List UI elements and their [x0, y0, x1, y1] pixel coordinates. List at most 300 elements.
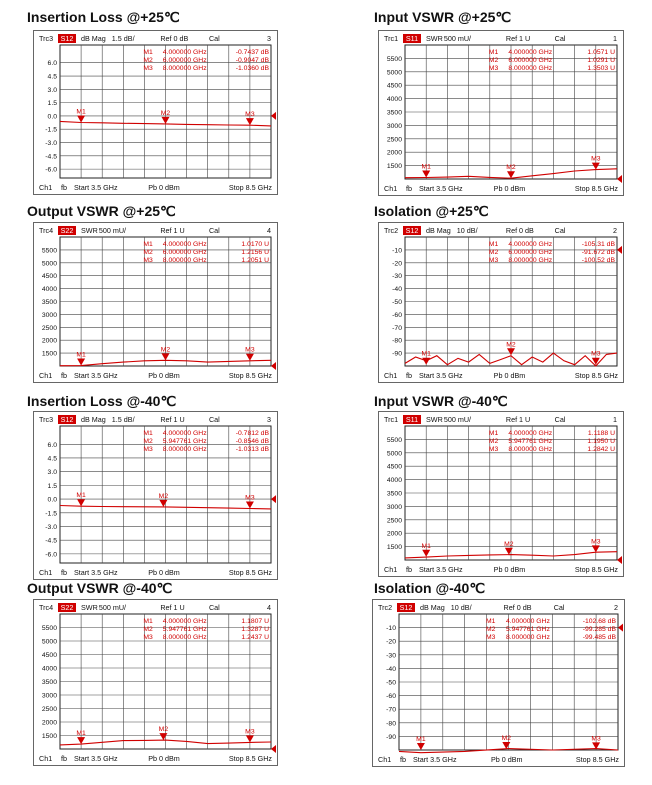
y-tick-label: -40	[386, 665, 396, 673]
ref-label: Ref 1 U	[505, 34, 531, 43]
marker-table-freq: 4.000000 GHz	[162, 430, 207, 437]
trace-label: Trc3	[39, 415, 54, 424]
y-tick-label: 4.5	[47, 73, 57, 81]
y-tick-label: 1500	[386, 163, 402, 171]
y-tick-label: 2000	[41, 337, 57, 345]
marker-label: M3	[591, 155, 601, 163]
vna-panel-vswr-out-40	[33, 599, 278, 766]
marker-table-name: M1	[143, 430, 153, 437]
chart-title-il25: Insertion Loss @+25℃	[27, 9, 180, 25]
marker-triangle	[422, 170, 430, 177]
marker-table-freq: 5.947761 GHz	[162, 438, 207, 445]
marker-table-value: 1.2051 U	[241, 257, 269, 264]
trace-label: Trc2	[384, 226, 399, 235]
marker-triangle	[422, 358, 430, 365]
marker-table-name: M3	[488, 446, 499, 453]
marker-triangle	[162, 117, 170, 124]
y-tick-label: 4000	[41, 665, 57, 673]
marker-table-value: -0.7437 dB	[235, 49, 269, 56]
fb-label: fb	[61, 568, 67, 577]
vna-panel-vswr-out25	[33, 222, 278, 383]
marker-triangle	[246, 501, 254, 508]
format-label: dB Mag	[81, 415, 106, 424]
y-tick-label: 2500	[41, 324, 57, 332]
y-tick-label: 3500	[41, 299, 57, 306]
marker-table-freq: 8.000000 GHz	[162, 65, 207, 72]
stop-freq-label: Stop 8.5 GHz	[228, 183, 272, 192]
y-tick-label: 3000	[41, 692, 57, 700]
ref-level-arrow	[271, 495, 276, 503]
y-tick-label: -20	[392, 260, 402, 268]
marker-table-value: 1.2842 U	[587, 446, 615, 453]
marker-table-freq: 6.000000 GHz	[508, 57, 553, 64]
channel-number: 2	[614, 603, 618, 612]
marker-label: M2	[158, 726, 169, 734]
marker-triangle	[77, 499, 85, 506]
trace-label: Trc3	[39, 34, 54, 43]
ref-level-arrow	[271, 362, 276, 370]
param-label: S12	[405, 226, 419, 235]
ref-level-arrow	[271, 112, 276, 120]
marker-table-name: M2	[143, 57, 153, 64]
marker-table-freq: 6.000000 GHz	[508, 249, 553, 256]
start-freq-label: Start 3.5 GHz	[74, 371, 118, 380]
ref-level-arrow	[617, 246, 622, 254]
format-label: SWR	[81, 226, 98, 235]
power-label: Pb 0 dBm	[148, 371, 180, 380]
cal-label: Cal	[208, 34, 220, 43]
marker-table-freq: 8.000000 GHz	[162, 634, 207, 641]
power-label: Pb 0 dBm	[148, 754, 180, 763]
y-tick-label: 4000	[386, 477, 402, 485]
marker-table-value: 1.1188 U	[587, 430, 615, 437]
ref-label: Ref 1 U	[160, 226, 185, 235]
trace-label: Trc4	[39, 226, 54, 235]
channel-label: Ch1	[384, 184, 398, 193]
marker-triangle	[417, 743, 425, 750]
marker-label: M1	[421, 163, 431, 171]
vna-panel-vswr-in25	[378, 30, 624, 196]
marker-label: M2	[158, 492, 169, 500]
marker-table-freq: 8.000000 GHz	[506, 634, 550, 641]
chart-title-vswr-in25: Input VSWR @+25℃	[374, 9, 512, 25]
scale-label: 500 mU/	[443, 415, 472, 424]
marker-label: M1	[421, 542, 431, 550]
y-tick-label: 5500	[41, 247, 57, 255]
channel-number: 2	[613, 226, 617, 235]
fb-label: fb	[400, 755, 406, 764]
marker-table-name: M1	[143, 241, 153, 248]
power-label: Pb 0 dBm	[493, 565, 526, 574]
format-label: SWR	[426, 34, 443, 43]
channel-number: 1	[613, 34, 617, 43]
marker-table-value: -0.8546 dB	[235, 438, 269, 445]
chart-title-vswr-in-40: Input VSWR @-40℃	[374, 393, 508, 409]
start-freq-label: Start 3.5 GHz	[74, 754, 118, 763]
marker-table-value: 1.3503 U	[587, 65, 615, 72]
y-tick-label: 2000	[41, 719, 57, 727]
vna-plot-iso-40	[373, 600, 624, 766]
ref-level-arrow	[618, 624, 623, 632]
ref-label: Ref 1 U	[160, 603, 185, 612]
marker-table-value: -100.52 dB	[581, 257, 615, 264]
marker-table-freq: 6.000000 GHz	[162, 249, 207, 256]
marker-label: M2	[160, 346, 171, 354]
stop-freq-label: Stop 8.5 GHz	[574, 565, 618, 574]
y-tick-label: 2000	[386, 149, 402, 157]
marker-table-name: M1	[485, 618, 496, 625]
fb-label: fb	[406, 371, 412, 380]
marker-table-name: M2	[488, 57, 499, 64]
marker-label: M2	[506, 341, 516, 349]
marker-table-name: M2	[488, 438, 499, 445]
channel-label: Ch1	[39, 754, 53, 763]
y-tick-label: 6.0	[47, 60, 57, 68]
marker-label: M3	[245, 346, 255, 354]
marker-table-freq: 4.000000 GHz	[162, 241, 207, 248]
marker-table-name: M1	[143, 49, 153, 56]
marker-table-value: 1.3287 U	[241, 626, 269, 633]
cal-label: Cal	[554, 415, 566, 424]
y-tick-label: 4000	[386, 96, 402, 104]
fb-label: fb	[61, 754, 67, 763]
y-tick-label: 4500	[386, 82, 402, 90]
channel-label: Ch1	[384, 371, 398, 380]
marker-table-freq: 4.000000 GHz	[506, 618, 550, 625]
marker-table-value: 1.1807 U	[241, 618, 269, 625]
channel-label: Ch1	[384, 565, 398, 574]
marker-table-value: 1.0170 U	[241, 241, 269, 248]
y-tick-label: 5500	[41, 625, 57, 632]
param-label: S22	[60, 226, 74, 235]
marker-label: M2	[160, 109, 171, 117]
channel-label: Ch1	[39, 371, 53, 380]
vna-plot-vswr-in25	[379, 31, 623, 195]
vna-plot-vswr-out25	[34, 223, 277, 382]
marker-table-value: 1.0571 U	[587, 49, 615, 56]
marker-table-freq: 8.000000 GHz	[162, 446, 207, 453]
start-freq-label: Start 3.5 GHz	[419, 371, 463, 380]
y-tick-label: 5500	[386, 55, 402, 63]
y-tick-label: -4.5	[45, 153, 57, 161]
param-label: S11	[405, 415, 419, 424]
y-tick-label: 4000	[41, 286, 57, 294]
y-tick-label: -1.5	[45, 126, 57, 134]
y-tick-label: 3500	[41, 679, 57, 686]
ref-label: Ref 0 dB	[160, 34, 189, 43]
y-tick-label: 4500	[386, 463, 402, 471]
marker-table-name: M1	[488, 430, 499, 437]
marker-label: M1	[76, 351, 86, 359]
power-label: Pb 0 dBm	[493, 371, 526, 380]
cal-label: Cal	[208, 603, 220, 612]
marker-triangle	[592, 163, 600, 170]
scale-label: 1.5 dB/	[111, 415, 135, 424]
marker-table-name: M2	[488, 249, 499, 256]
marker-table-name: M3	[143, 446, 153, 453]
channel-number: 3	[267, 34, 271, 43]
start-freq-label: Start 3.5 GHz	[419, 565, 463, 574]
marker-table-value: -1.0360 dB	[235, 65, 269, 72]
param-label: S22	[60, 603, 74, 612]
marker-table-name: M2	[485, 626, 496, 633]
marker-table-name: M3	[488, 65, 499, 72]
marker-triangle	[592, 545, 600, 552]
marker-triangle	[77, 359, 85, 366]
y-tick-label: -40	[392, 286, 402, 294]
y-tick-label: -1.5	[45, 510, 57, 518]
param-label: S12	[60, 415, 74, 424]
marker-label: M1	[421, 350, 431, 358]
stop-freq-label: Stop 8.5 GHz	[228, 754, 272, 763]
y-tick-label: 4.5	[47, 455, 57, 463]
marker-table-value: 1.2156 U	[241, 249, 269, 256]
marker-table-value: -1.0313 dB	[235, 446, 269, 453]
marker-table-name: M3	[143, 634, 153, 641]
channel-label: Ch1	[378, 755, 392, 764]
y-tick-label: 2500	[386, 517, 402, 525]
y-tick-label: 0.0	[47, 113, 57, 121]
marker-triangle	[77, 737, 85, 744]
marker-table-freq: 8.000000 GHz	[508, 257, 553, 264]
ref-label: Ref 0 dB	[505, 226, 534, 235]
marker-table-freq: 4.000000 GHz	[508, 241, 553, 248]
cal-label: Cal	[554, 34, 566, 43]
marker-label: M1	[76, 492, 86, 500]
scale-label: 10 dB/	[456, 226, 478, 235]
cal-label: Cal	[554, 226, 566, 235]
marker-table-name: M3	[143, 257, 153, 264]
vna-panel-il-40	[33, 411, 278, 580]
y-tick-label: -90	[386, 733, 396, 741]
channel-label: Ch1	[39, 568, 53, 577]
marker-table-value: -105.31 dB	[581, 241, 615, 248]
marker-table-freq: 5.947761 GHz	[506, 626, 550, 633]
ref-level-arrow	[617, 556, 622, 564]
y-tick-label: 4500	[41, 273, 57, 281]
vna-panel-iso-40	[372, 599, 625, 767]
vna-plot-il-40	[34, 412, 277, 579]
marker-table-value: 1.2437 U	[241, 634, 269, 641]
marker-table-name: M1	[488, 241, 499, 248]
ref-label: Ref 0 dB	[503, 603, 532, 612]
start-freq-label: Start 3.5 GHz	[413, 755, 457, 764]
marker-table-value: -102.68 dB	[582, 618, 616, 625]
marker-label: M1	[76, 108, 86, 116]
y-tick-label: 5000	[41, 260, 57, 268]
power-label: Pb 0 dBm	[148, 183, 180, 192]
y-tick-label: 0.0	[47, 496, 57, 504]
marker-label: M1	[416, 736, 426, 743]
marker-table-name: M2	[143, 438, 153, 445]
y-tick-label: 5000	[386, 450, 402, 458]
channel-number: 4	[267, 226, 271, 235]
marker-label: M2	[501, 735, 512, 743]
y-tick-label: -50	[392, 299, 402, 306]
vna-panel-vswr-in-40	[378, 411, 624, 577]
marker-label: M3	[591, 350, 601, 358]
scale-label: 500 mU/	[98, 226, 127, 235]
marker-label: M2	[504, 540, 514, 548]
cal-label: Cal	[553, 603, 565, 612]
vna-plot-vswr-out-40	[34, 600, 277, 765]
stop-freq-label: Stop 8.5 GHz	[574, 184, 618, 193]
fb-label: fb	[61, 371, 67, 380]
fb-label: fb	[406, 565, 412, 574]
fb-label: fb	[61, 183, 67, 192]
format-label: dB Mag	[81, 34, 106, 43]
y-tick-label: -4.5	[45, 537, 57, 545]
marker-table-value: -99.485 dB	[582, 634, 616, 641]
chart-title-iso25: Isolation @+25℃	[374, 203, 489, 219]
marker-table-name: M2	[143, 626, 153, 633]
power-label: Pb 0 dBm	[148, 568, 180, 577]
format-label: SWR	[426, 415, 443, 424]
start-freq-label: Start 3.5 GHz	[419, 184, 463, 193]
marker-triangle	[162, 353, 170, 360]
power-label: Pb 0 dBm	[493, 184, 526, 193]
channel-number: 3	[267, 415, 271, 424]
y-tick-label: -6.0	[45, 166, 57, 174]
marker-table-freq: 4.000000 GHz	[508, 49, 553, 56]
y-tick-label: 2000	[386, 530, 402, 538]
marker-table-freq: 8.000000 GHz	[508, 446, 553, 453]
y-tick-label: 3000	[386, 122, 402, 130]
scale-label: 10 dB/	[450, 603, 472, 612]
y-tick-label: -80	[392, 337, 402, 345]
y-tick-label: 3.0	[47, 469, 57, 477]
y-tick-label: -30	[386, 652, 396, 660]
start-freq-label: Start 3.5 GHz	[74, 183, 118, 192]
marker-table-value: 1.0291 U	[587, 57, 615, 64]
marker-table-value: 1.1950 U	[587, 438, 615, 445]
stop-freq-label: Stop 8.5 GHz	[575, 755, 619, 764]
marker-table-name: M3	[488, 257, 499, 264]
y-tick-label: -10	[386, 625, 396, 633]
marker-label: M2	[506, 164, 516, 172]
marker-triangle	[77, 115, 85, 122]
marker-table-name: M1	[488, 49, 499, 56]
scale-label: 500 mU/	[443, 34, 472, 43]
vna-plot-il25	[34, 31, 277, 194]
y-tick-label: -70	[386, 706, 396, 714]
chart-title-il-40: Insertion Loss @-40℃	[27, 393, 177, 409]
y-tick-label: -90	[392, 350, 402, 358]
y-tick-label: 5000	[41, 638, 57, 646]
channel-number: 4	[267, 603, 271, 612]
y-tick-label: 5000	[386, 69, 402, 77]
y-tick-label: 3.0	[47, 86, 57, 94]
marker-label: M3	[245, 728, 255, 736]
trace-label: Trc4	[39, 603, 54, 612]
ref-level-arrow	[271, 745, 276, 753]
chart-title-vswr-out-40: Output VSWR @-40℃	[27, 580, 173, 596]
scale-label: 500 mU/	[98, 603, 127, 612]
vna-panel-il25	[33, 30, 278, 195]
y-tick-label: 1500	[386, 544, 402, 552]
y-tick-label: -20	[386, 638, 396, 646]
ref-label: Ref 1 U	[505, 415, 531, 424]
y-tick-label: 3500	[386, 109, 402, 117]
marker-triangle	[502, 742, 510, 749]
y-tick-label: -50	[386, 679, 396, 687]
chart-title-vswr-out25: Output VSWR @+25℃	[27, 203, 176, 219]
marker-table-name: M2	[143, 249, 153, 256]
param-label: S11	[405, 34, 419, 43]
marker-label: M3	[245, 111, 255, 119]
y-tick-label: -6.0	[45, 551, 57, 559]
y-tick-label: -70	[392, 324, 402, 332]
trace-label: Trc1	[384, 34, 399, 43]
marker-table-freq: 4.000000 GHz	[508, 430, 553, 437]
y-tick-label: 5500	[386, 436, 402, 444]
format-label: SWR	[81, 603, 98, 612]
y-tick-label: 6.0	[47, 441, 57, 449]
y-tick-label: -3.0	[45, 140, 57, 148]
marker-label: M3	[591, 735, 601, 743]
y-tick-label: -30	[392, 273, 402, 281]
marker-table-value: -99.285 dB	[582, 626, 616, 633]
y-tick-label: -10	[392, 247, 402, 255]
marker-label: M1	[76, 730, 86, 738]
start-freq-label: Start 3.5 GHz	[74, 568, 118, 577]
param-label: S12	[60, 34, 74, 43]
y-tick-label: -60	[386, 693, 396, 701]
stop-freq-label: Stop 8.5 GHz	[574, 371, 618, 380]
marker-table-name: M3	[485, 634, 496, 641]
marker-triangle	[422, 550, 430, 557]
param-label: S12	[399, 603, 413, 612]
y-tick-label: -80	[386, 720, 396, 728]
channel-label: Ch1	[39, 183, 53, 192]
marker-triangle	[246, 735, 254, 742]
y-tick-label: 3000	[386, 503, 402, 511]
vna-plot-vswr-in-40	[379, 412, 623, 576]
marker-table-value: -0.9047 dB	[235, 57, 269, 64]
y-tick-label: 3500	[386, 490, 402, 498]
marker-table-name: M1	[143, 618, 153, 625]
format-label: dB Mag	[420, 603, 445, 612]
trace-label: Trc2	[378, 603, 393, 612]
marker-triangle	[246, 118, 254, 125]
chart-title-iso-40: Isolation @-40℃	[374, 580, 486, 596]
vna-panel-iso25	[378, 222, 624, 383]
marker-triangle	[507, 171, 515, 178]
power-label: Pb 0 dBm	[490, 755, 523, 764]
y-tick-label: 1500	[41, 350, 57, 358]
marker-label: M3	[591, 538, 601, 546]
marker-triangle	[507, 348, 515, 355]
marker-triangle	[505, 548, 513, 555]
marker-label: M3	[245, 494, 255, 502]
y-tick-label: 1.5	[47, 482, 57, 490]
marker-triangle	[159, 733, 167, 740]
channel-number: 1	[613, 415, 617, 424]
marker-table-freq: 8.000000 GHz	[508, 65, 553, 72]
marker-table-freq: 4.000000 GHz	[162, 618, 207, 625]
scale-label: 1.5 dB/	[111, 34, 135, 43]
y-tick-label: -60	[392, 311, 402, 319]
cal-label: Cal	[208, 415, 220, 424]
marker-table-freq: 5.947761 GHz	[162, 626, 207, 633]
stop-freq-label: Stop 8.5 GHz	[228, 371, 272, 380]
y-tick-label: 4500	[41, 652, 57, 659]
cal-label: Cal	[208, 226, 220, 235]
y-tick-label: -3.0	[45, 523, 57, 531]
y-tick-label: 2500	[386, 136, 402, 144]
ref-level-arrow	[617, 175, 622, 183]
marker-table-name: M3	[143, 65, 153, 72]
